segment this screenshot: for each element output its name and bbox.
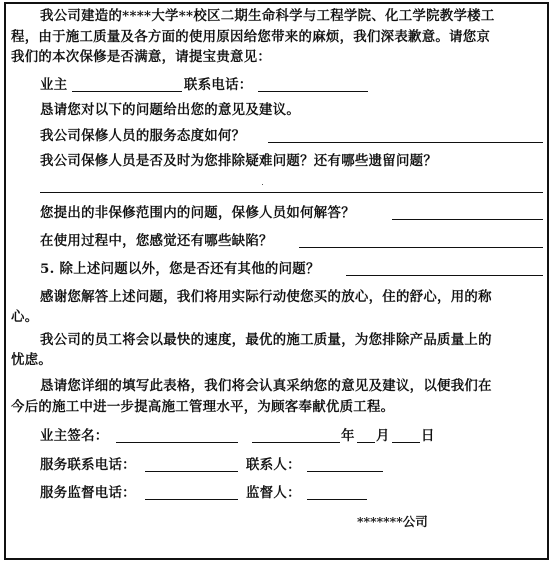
answer-field-1[interactable] xyxy=(268,142,543,143)
company-name: *******公司 xyxy=(357,514,428,529)
request-text: 恳请您对以下的问题给出您的意见及建议。 xyxy=(40,102,301,118)
answer-field-2[interactable] xyxy=(40,192,543,193)
phone-field[interactable] xyxy=(258,91,368,92)
supervisor-label: 监督人： xyxy=(246,485,301,501)
promise-line-1: 我公司的员工将会以最快的速度，最优的施工质量，为您排除产品质量上的 xyxy=(40,332,492,348)
intro-line-1: 我公司建造的****大学**校区二期生命科学与工程学院、化工学院教学楼工 xyxy=(40,8,495,24)
month-field[interactable] xyxy=(357,442,375,443)
answer-field-3[interactable] xyxy=(392,219,543,220)
question-other: 5. 除上述问题以外，您是否还有其他的问题？ xyxy=(40,261,320,277)
owner-signature-label: 业主签名： xyxy=(40,428,109,444)
day-field[interactable] xyxy=(392,442,420,443)
intro-line-3: 我们的本次保修是否满意，请提宝贵意见： xyxy=(11,49,272,65)
form-border xyxy=(4,2,549,560)
closing-line-2: 今后的施工中进一步提高施工管理水平，为顾客奉献优质工程。 xyxy=(11,399,395,415)
service-phone-field[interactable] xyxy=(145,471,238,472)
owner-signature-field[interactable] xyxy=(116,442,238,443)
scan-speck xyxy=(262,184,263,185)
owner-field[interactable] xyxy=(72,91,182,92)
supervise-phone-field[interactable] xyxy=(145,499,238,500)
question-service-attitude: 我公司保修人员的服务态度如何？ xyxy=(40,128,246,144)
service-phone-label: 服务联系电话： xyxy=(40,457,136,473)
year-label: 年 xyxy=(341,428,355,444)
promise-line-2: 忧虑。 xyxy=(11,352,53,368)
supervisor-field[interactable] xyxy=(307,499,367,500)
question-defects: 在使用过程中，您感觉还有哪些缺陷？ xyxy=(40,233,273,249)
day-label: 日 xyxy=(421,428,435,444)
contact-field[interactable] xyxy=(307,471,383,472)
closing-line-1: 恳请您详细的填写此表格，我们将会认真采纳您的意见及建议，以便我们在 xyxy=(40,378,492,394)
contact-label: 联系人： xyxy=(246,457,301,473)
answer-field-4[interactable] xyxy=(299,247,543,248)
year-field[interactable] xyxy=(252,442,340,443)
supervise-phone-label: 服务监督电话： xyxy=(40,485,136,501)
month-label: 月 xyxy=(376,428,390,444)
thanks-line-2: 心。 xyxy=(11,309,39,325)
answer-field-5[interactable] xyxy=(346,275,543,276)
question-non-warranty: 您提出的非保修范围内的问题，保修人员如何解答？ xyxy=(40,205,355,221)
owner-label: 业主 xyxy=(40,77,68,93)
thanks-line-1: 感谢您解答上述问题，我们将用实际行动使您买的放心，住的舒心，用的称 xyxy=(40,289,492,305)
phone-label: 联系电话： xyxy=(184,77,253,93)
question-timely-repair: 我公司保修人员是否及时为您排除疑难问题？还有哪些遗留问题？ xyxy=(40,153,438,169)
intro-line-2: 程，由于施工质量及各方面的使用原因给您带来的麻烦，我们深表歉意。请您京 xyxy=(11,29,491,45)
